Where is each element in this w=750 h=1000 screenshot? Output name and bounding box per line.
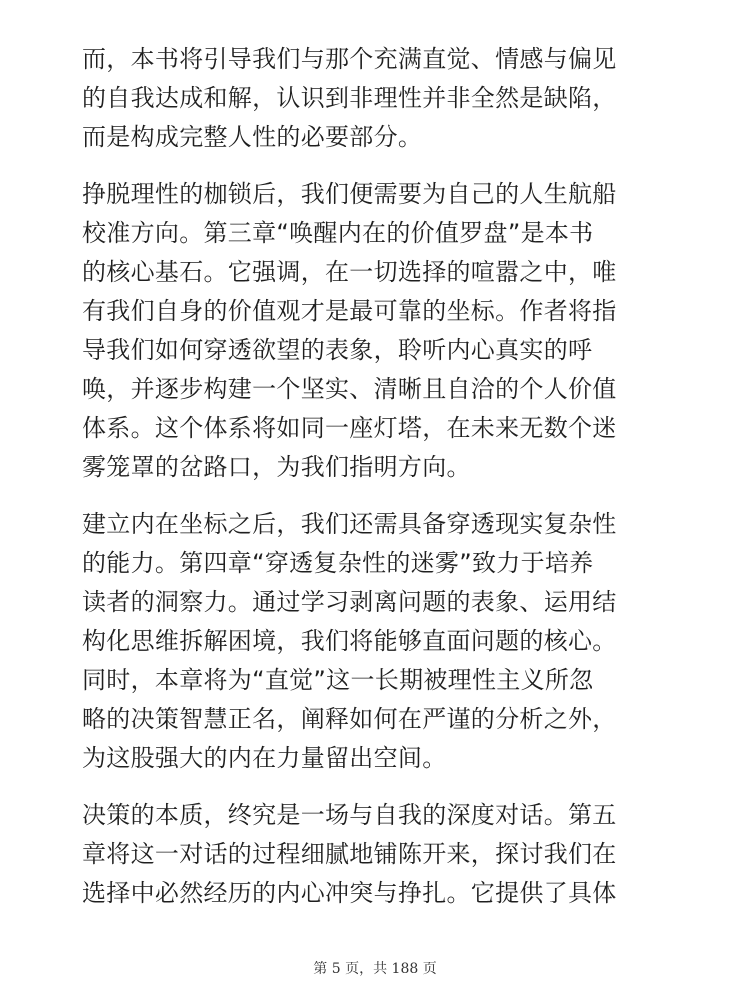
text-line: 而是构成完整人性的必要部分。 bbox=[82, 123, 423, 151]
text-line: 唤，并逐步构建一个坚实、清晰且自洽的个人价值 bbox=[82, 375, 617, 403]
text-line: 略的决策智慧正名，阐释如何在严谨的分析之外， bbox=[82, 705, 617, 733]
paragraph-2 bbox=[82, 175, 672, 487]
text-line: 的自我达成和解，认识到非理性并非全然是缺陷， bbox=[82, 84, 617, 112]
text-line: 为这股强大的内在力量留出空间。 bbox=[82, 744, 447, 772]
text-line: 章将这一对话的过程细腻地铺陈开来，探讨我们在 bbox=[82, 840, 617, 868]
text-line: 构化思维拆解困境，我们将能够直面问题的核心。 bbox=[82, 627, 617, 655]
text-line: 而，本书将引导我们与那个充满直觉、情感与偏见 bbox=[82, 45, 617, 73]
paragraph-1 bbox=[82, 40, 672, 157]
body-text bbox=[82, 40, 672, 931]
text-line: 校准方向。第三章“唤醒内在的价值罗盘”是本书 bbox=[82, 219, 594, 247]
page-number-footer: 第 5 页，共 188 页 bbox=[313, 961, 437, 977]
text-line: 读者的洞察力。通过学习剥离问题的表象、运用结 bbox=[82, 588, 617, 616]
text-line: 雾笼罩的岔路口，为我们指明方向。 bbox=[82, 453, 471, 481]
text-line: 有我们自身的价值观才是最可靠的坐标。作者将指 bbox=[82, 297, 617, 325]
text-line: 同时，本章将为“直觉”这一长期被理性主义所忽 bbox=[82, 666, 594, 694]
text-line: 导我们如何穿透欲望的表象，聆听内心真实的呼 bbox=[82, 336, 593, 364]
text-line: 选择中必然经历的内心冲突与挣扎。它提供了具体 bbox=[82, 879, 617, 907]
text-line: 的能力。第四章“穿透复杂性的迷雾”致力于培养 bbox=[82, 549, 594, 577]
text-line: 的核心基石。它强调，在一切选择的喧嚣之中，唯 bbox=[82, 258, 617, 286]
text-line: 决策的本质，终究是一场与自我的深度对话。第五 bbox=[82, 801, 617, 829]
text-line: 建立内在坐标之后，我们还需具备穿透现实复杂性 bbox=[82, 510, 617, 538]
text-line: 挣脱理性的枷锁后，我们便需要为自己的人生航船 bbox=[82, 180, 617, 208]
paragraph-4 bbox=[82, 796, 672, 913]
text-line: 体系。这个体系将如同一座灯塔，在未来无数个迷 bbox=[82, 414, 617, 442]
paragraph-3 bbox=[82, 505, 672, 778]
